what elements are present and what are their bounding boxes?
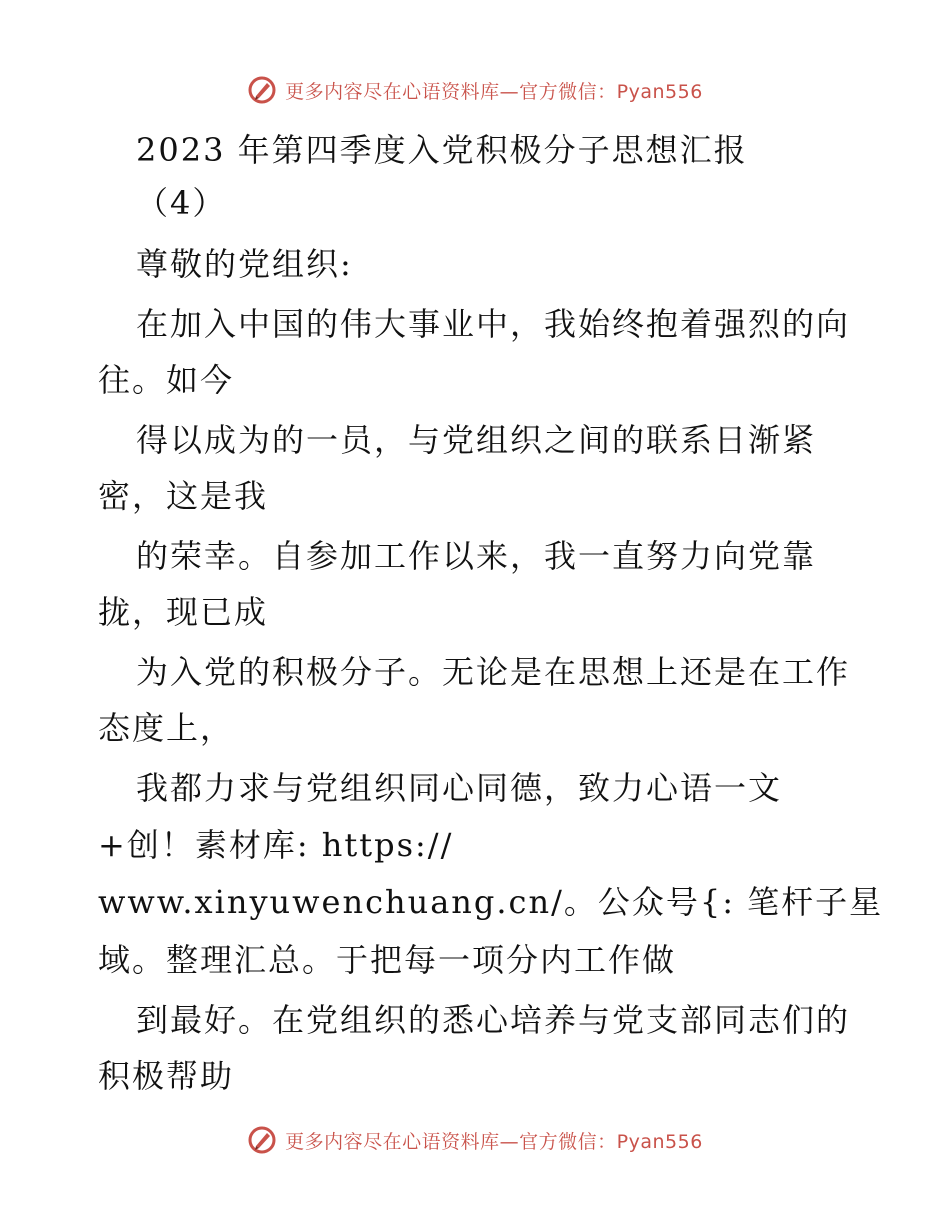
footer-watermark-text: 更多内容尽在心语资料库—官方微信：Pyan556: [285, 1130, 703, 1153]
header-watermark: [0, 70, 950, 110]
body-line: 得以成为的一员，与党组织之间的联系日渐紧: [136, 421, 817, 459]
body-line: 在加入中国的伟大事业中，我始终抱着强烈的向: [136, 305, 851, 343]
document-title: 2023 年第四季度入党积极分子思想汇报: [136, 131, 748, 169]
pen-in-circle-icon: [247, 1125, 277, 1155]
header-watermark-text: 更多内容尽在心语资料库—官方微信：Pyan556: [285, 80, 703, 103]
body-line: +创！素材库: https://: [98, 826, 454, 864]
body-line: 到最好。在党组织的悉心培养与党支部同志们的: [136, 1001, 851, 1039]
body-line: 我都力求与党组织同心同德，致力心语一文: [136, 769, 783, 807]
salutation: 尊敬的党组织:: [136, 245, 353, 283]
body-line: 态度上，: [98, 709, 235, 747]
body-line: 往。如今: [98, 361, 235, 399]
body-line: 域。整理汇总。于把每一项分内工作做: [98, 941, 677, 979]
body-line: 密，这是我: [98, 477, 269, 515]
body-line: 的荣幸。自参加工作以来，我一直努力向党靠: [136, 537, 817, 575]
body-line: 拢，现已成: [98, 593, 269, 631]
body-line: www.xinyuwenchuang.cn/。公众号{: 笔杆子星: [98, 883, 884, 921]
document-title-number: （4）: [136, 184, 227, 222]
body-line: 为入党的积极分子。无论是在思想上还是在工作: [136, 653, 851, 691]
body-line: 积极帮助: [98, 1057, 235, 1095]
pen-in-circle-icon: [247, 75, 277, 105]
footer-watermark: [0, 1120, 950, 1160]
